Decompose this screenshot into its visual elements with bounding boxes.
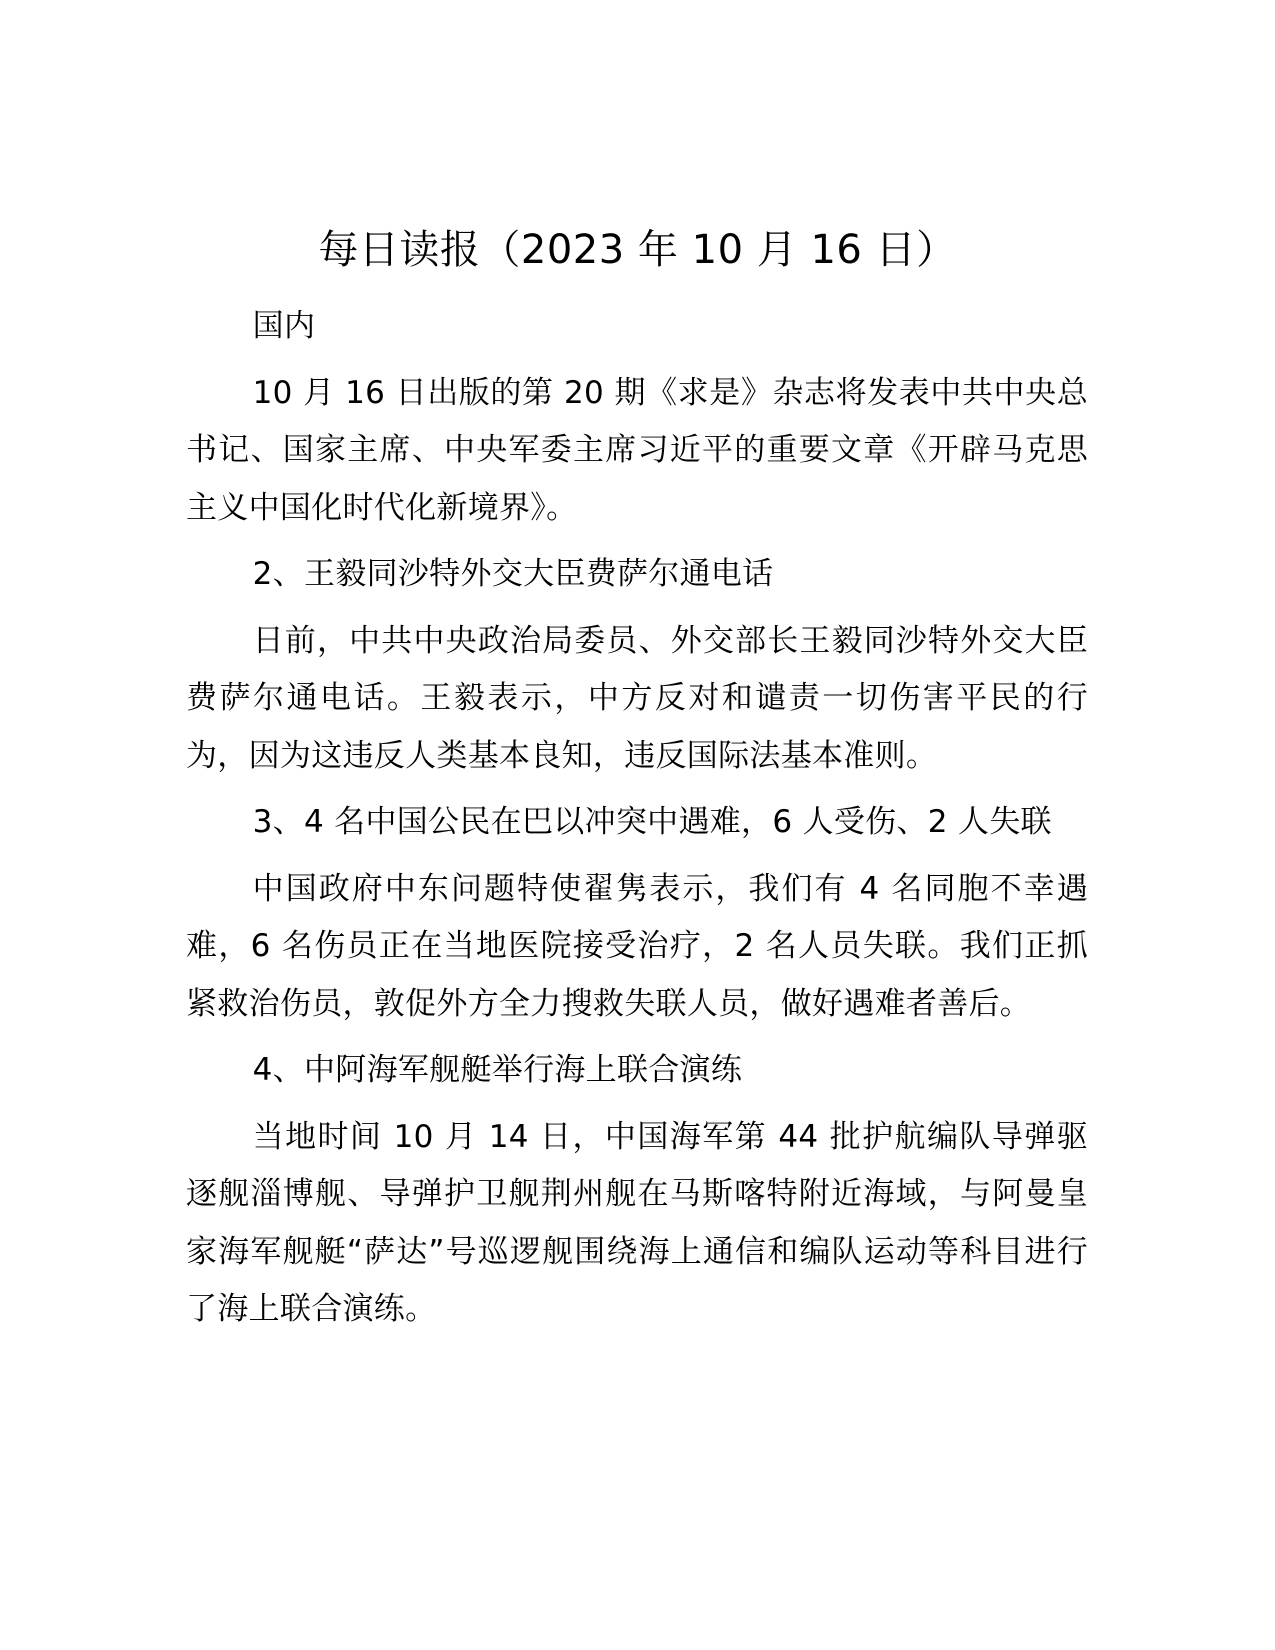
news-heading: 4、中阿海军舰艇举行海上联合演练: [252, 1052, 743, 1088]
news-paragraph: 日前，中共中央政治局委员、外交部长王毅同沙特外交大臣费萨尔通电话。王毅表示，中方反对和谴责一切伤害平民的行为，因为这违反人类基本良知，违反国际法基本准则。: [186, 622, 1088, 774]
news-paragraph: 10 月 16 日出版的第 20 期《求是》杂志将发表中共中央总书记、国家主席、中央军委主席习近平的重要文章《开辟马克思主义中国化时代化新境界》。: [186, 374, 1088, 526]
news-paragraph: 当地时间 10 月 14 日，中国海军第 44 批护航编队导弹驱逐舰淄博舰、导弹护卫舰荆州舰在马斯喀特附近海域，与阿曼皇家海军舰艇“萨达”号巡逻舰围绕海上通信和编队运动等科目进行了海上联合演练。: [186, 1118, 1088, 1327]
section-heading-domestic: 国内: [252, 308, 316, 344]
news-heading: 2、王毅同沙特外交大臣费萨尔通电话: [252, 556, 774, 592]
document-body: [186, 298, 1088, 1348]
news-heading: 3、4 名中国公民在巴以冲突中遇难，6 人受伤、2 人失联: [252, 804, 1052, 840]
news-paragraph: 中国政府中东问题特使翟隽表示，我们有 4 名同胞不幸遇难，6 名伤员正在当地医院接受治疗，2 名人员失联。我们正抓紧救治伤员，敦促外方全力搜救失联人员，做好遇难者善后。: [186, 870, 1088, 1022]
document-title: 每日读报（2023 年 10 月 16 日）: [318, 227, 957, 273]
